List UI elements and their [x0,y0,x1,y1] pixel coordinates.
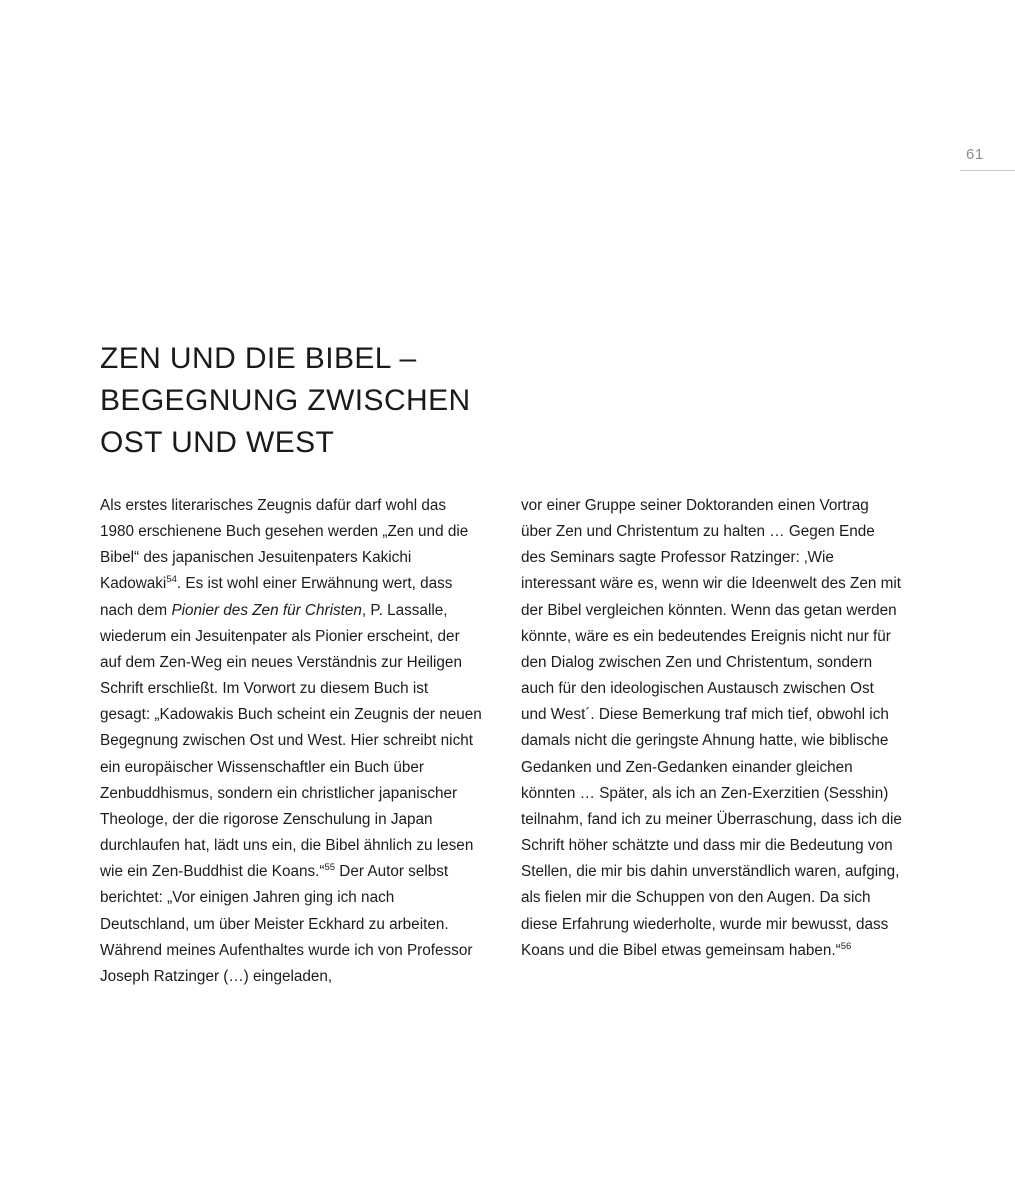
text-run: Als erstes literarisches Zeugnis dafür darf wohl das 1980 erschienene Buch gesehen werden „Zen und die Bibel“ des japanischen Jesuitenpaters Kakichi Kadowaki [100,497,469,593]
text-run: vor einer Gruppe seiner Doktoranden einen Vortrag über Zen und Christentum zu halten … Gegen Ende des Seminars sagte Professor Ratzinger: ‚Wie interessant wäre es, wenn wir die Ideenwelt des Zen mit der Bibel vergleichen könnten. Wenn das getan werden könnte, wäre es ein bedeutendes Ereignis nicht nur für den Dialog zwischen Zen und Christentum, sondern auch für den ideologischen Austausch zwischen Ost und West´. Diese Bemerkung traf mich tief, obwohl ich damals nicht die geringste Ahnung hatte, wie biblische Gedanken und Zen-Gedanken einander gleichen könnten … Später, als ich an Zen-Exerzitien (Sesshin) teilnahm, fand ich zu meiner Überraschung, dass ich die Schrift höher schätzte und dass mir die Bedeutung von Stellen, die mir bis dahin unverständlich waren, aufging, als fielen mir die Schuppen von den Augen. Da sich diese Erfahrung wiederholte, wurde mir bewusst, dass Koans und die Bibel etwas gemeinsam haben.“ [521,497,902,959]
footnote-reference: 56 [840,940,852,952]
text-run: , P. Lassalle, wiederum ein Jesuitenpater als Pionier erscheint, der auf dem Zen-Weg ein neues Verständnis zur Heiligen Schrift erschließt. Im Vorwort zu diesem Buch ist gesagt: „Kadowakis Buch scheint ein Zeugnis der neuen Begegnung zwischen Ost und West. Hier schreibt nicht ein europäischer Wissenschaftler ein Buch über Zenbuddhismus, sondern ein christlicher japanischer Theologe, der die rigorose Zenschulung in Japan durchlaufen hat, lädt uns ein, die Bibel ähnlich zu lesen wie ein Zen-Buddhist die Koans.“ [100,601,482,881]
paragraph-left [100,493,482,990]
page-number-block [960,146,1015,171]
page-title-line-2: BEGEGNUNG ZWISCHEN [100,384,471,417]
footnote-reference: 54 [166,574,177,586]
text-run: . Es ist wohl einer Erwähnung wert, dass nach dem [100,575,453,619]
footnote-reference: 55 [324,862,336,874]
page-title [100,338,600,464]
page-number: 61 [966,146,984,163]
page-number-divider [960,170,1015,171]
body-column-right [521,493,903,990]
italic-title: Pionier des Zen für Christen [171,601,362,619]
paragraph-right [521,493,903,964]
page-title-line-3: OST UND WEST [100,426,335,459]
body-column-left [100,493,482,990]
page-title-line-1: ZEN UND DIE BIBEL – [100,342,417,375]
body-columns [100,493,903,990]
text-run: Der Autor selbst berichtet: „Vor einigen Jahren ging ich nach Deutschland, um über Meister Eckhard zu arbeiten. Während meines Aufenthaltes wurde ich von Professor Joseph Ratzinger (…) eingeladen, [100,863,473,985]
